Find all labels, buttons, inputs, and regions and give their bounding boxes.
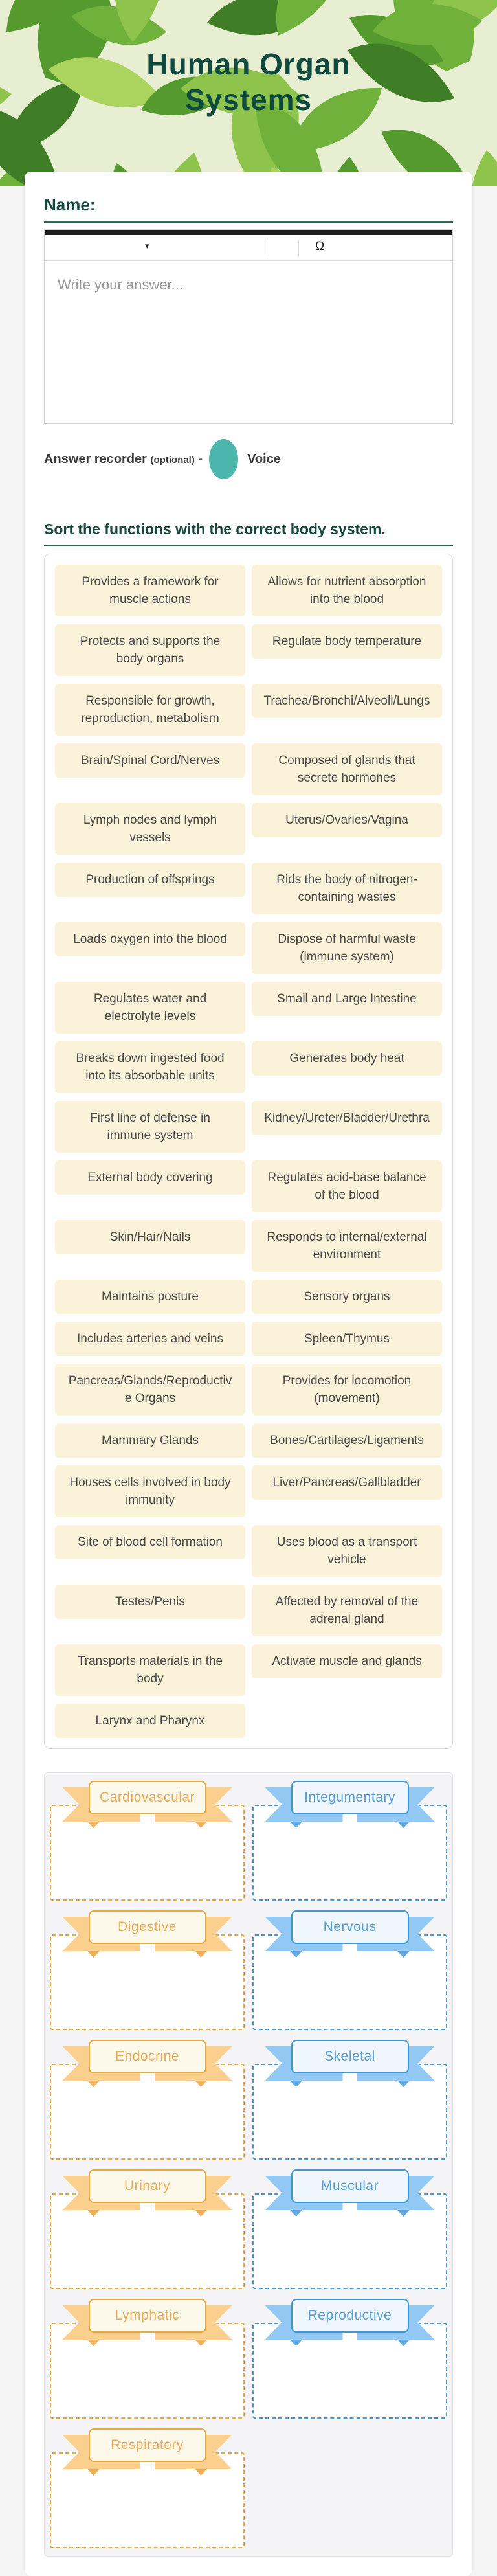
function-chip[interactable] [252,803,442,837]
function-chip[interactable] [252,863,442,914]
function-chip-label: Breaks down ingested food into its absorbable units [76,1052,225,1083]
system-label-box [89,2040,206,2073]
system-label-box [89,2299,206,2333]
system-label: Integumentary [304,1790,395,1805]
chips-grid [55,565,442,1738]
function-chip-label: Larynx and Pharynx [95,1714,205,1728]
function-chip-label: Regulates water and electrolyte levels [93,992,207,1023]
system-label-box [89,2428,206,2462]
function-chip[interactable] [252,1585,442,1636]
system-label-box [89,2169,206,2203]
function-chip[interactable] [252,982,442,1016]
name-divider [44,221,453,223]
system-label-box [291,2169,409,2203]
function-chip[interactable] [252,1322,442,1356]
worksheet-card [25,172,472,2576]
function-chip-label: Houses cells involved in body immunity [69,1476,231,1507]
function-chip-label: First line of defense in immune system [90,1111,210,1142]
system-ribbon-banner [63,1781,232,1814]
system-label-box [291,2040,409,2073]
format-dropdown-caret-icon[interactable]: ▾ [145,241,149,251]
system-label: Respiratory [111,2437,184,2452]
function-chip-label: Allows for nutrient absorption into the blood [267,575,426,606]
function-chip[interactable] [252,1220,442,1272]
system-ribbon-banner [63,2040,232,2073]
system-category-cell [252,1910,447,2030]
function-chip[interactable] [252,1364,442,1416]
function-chip-label: Transports materials in the body [77,1655,223,1686]
function-chip[interactable] [55,1465,245,1517]
system-label-box [291,1781,409,1814]
function-chip-label: Rids the body of nitrogen-containing wastes [276,873,417,904]
function-chip-label: Composed of glands that secrete hormones [278,754,415,785]
function-chip[interactable] [55,684,245,736]
function-chip-label: Uterus/Ovaries/Vagina [285,813,408,827]
function-chip[interactable] [55,1644,245,1696]
function-chip-label: Includes arteries and veins [76,1332,223,1346]
system-label: Urinary [124,2178,171,2193]
function-chip[interactable] [55,1423,245,1458]
function-chip-label: Sensory organs [304,1290,390,1304]
sort-heading: Sort the functions with the correct body system. [44,521,386,537]
function-chip-label: Skin/Hair/Nails [109,1230,191,1244]
system-label-box [291,1910,409,1944]
answer-recorder-row [44,439,453,479]
system-ribbon-banner [265,2169,435,2203]
system-label: Lymphatic [115,2308,180,2323]
function-chip-label: Loads oxygen into the blood [73,932,227,946]
system-category-cell [50,2428,245,2548]
system-label-box [89,1910,206,1944]
function-chip[interactable] [252,922,442,974]
function-chip-label: Responsible for growth, reproduction, metabolism [81,694,219,725]
system-label: Digestive [118,1919,177,1934]
function-chip-label: Dispose of harmful waste (immune system) [278,932,416,964]
function-chip-label: Responds to internal/external environment [267,1230,427,1261]
system-category-cell [50,1910,245,2030]
function-chip-label: Provides for locomotion (movement) [282,1374,412,1405]
function-chip[interactable] [55,624,245,676]
function-chip[interactable] [55,1220,245,1254]
system-label: Reproductive [307,2308,392,2323]
system-category-cell [252,1781,447,1901]
answer-input-area [45,261,452,423]
system-ribbon-banner [265,2040,435,2073]
function-chip[interactable] [55,1364,245,1416]
system-label: Cardiovascular [99,1790,195,1805]
system-label: Nervous [323,1919,377,1934]
system-category-cell [252,2169,447,2289]
function-chip[interactable] [55,1041,245,1093]
function-chips-container [44,554,453,1749]
function-chip-label: Spleen/Thymus [304,1332,390,1346]
function-chip[interactable] [55,743,245,778]
function-chip-label: External body covering [87,1171,213,1184]
function-chip[interactable] [55,922,245,956]
function-chip[interactable] [55,1704,245,1738]
answer-recorder-label: Answer recorder (optional) - [44,451,203,466]
function-chip-label: Mammary Glands [102,1434,199,1447]
function-chip[interactable] [252,565,442,616]
system-ribbon-banner [63,2169,232,2203]
editor-top-bar [45,230,452,235]
system-ribbon-banner [265,1910,435,1944]
function-chip-label: Brain/Spinal Cord/Nerves [80,754,220,767]
function-chip[interactable] [55,803,245,855]
system-category-cell [252,2299,447,2419]
function-chip[interactable] [55,1525,245,1559]
system-ribbon-banner [265,1781,435,1814]
function-chip-label: Liver/Pancreas/Gallbladder [272,1476,421,1489]
function-chip-label: Affected by removal of the adrenal gland [275,1595,419,1626]
system-category-cell [50,1781,245,1901]
function-chip[interactable] [252,624,442,659]
voice-record-button[interactable] [209,439,238,479]
function-chip-label: Site of blood cell formation [78,1535,223,1549]
function-chip[interactable] [55,863,245,897]
function-chip-label: Pancreas/Glands/Reproductive Organs [68,1374,232,1405]
function-chip-label: Lymph nodes and lymph vessels [83,813,217,844]
function-chip-label: Trachea/Bronchi/Alveoli/Lungs [263,694,430,708]
function-chip[interactable] [252,1423,442,1458]
function-chip[interactable] [252,1041,442,1076]
function-chip[interactable] [252,743,442,795]
function-chip[interactable] [252,684,442,718]
function-chip-label: Testes/Penis [115,1595,185,1609]
function-chip[interactable] [55,1585,245,1619]
function-chip-label: Activate muscle and glands [272,1655,422,1668]
page-title: Human Organ Systems [146,47,351,117]
function-chip[interactable] [252,1280,442,1314]
voice-label: Voice [247,451,281,466]
system-category-cell [252,2040,447,2160]
function-chip[interactable] [252,1644,442,1678]
function-chip-label: Regulates acid-base balance of the blood [267,1171,426,1202]
function-chip-label: Bones/Cartilages/Ligaments [270,1434,424,1447]
systems-grid [50,1781,447,2548]
answer-editor [44,229,453,424]
system-category-cell [50,2299,245,2419]
function-chip[interactable] [55,982,245,1034]
sort-divider [44,545,453,546]
system-ribbon-banner [265,2299,435,2333]
function-chip-label: Uses blood as a transport vehicle [276,1535,417,1566]
function-chip[interactable] [55,1160,245,1195]
system-label: Endocrine [115,2049,180,2064]
system-label: Muscular [320,2178,379,2193]
system-label-box [89,1781,206,1814]
function-chip-label: Generates body heat [289,1052,404,1065]
function-chip-label: Regulate body temperature [272,635,422,648]
function-chip[interactable] [55,1280,245,1314]
function-chip[interactable] [55,1322,245,1356]
toolbar-divider [298,240,299,256]
function-chip-label: Small and Large Intestine [277,992,417,1006]
system-ribbon-banner [63,2428,232,2462]
system-ribbon-banner [63,2299,232,2333]
system-ribbon-banner [63,1910,232,1944]
answer-textarea[interactable] [45,261,452,423]
function-chip[interactable] [252,1160,442,1212]
function-chip[interactable] [55,1101,245,1153]
function-chip-label: Protects and supports the body organs [80,635,221,666]
function-chip[interactable] [55,565,245,616]
body-systems-container [44,1772,453,2557]
function-chip-label: Production of offsprings [85,873,215,887]
system-category-cell [50,2169,245,2289]
editor-toolbar [45,235,452,261]
function-chip[interactable] [252,1525,442,1577]
function-chip-label: Kidney/Ureter/Bladder/Urethra [264,1111,430,1125]
system-label-box [291,2299,409,2333]
function-chip[interactable] [252,1465,442,1500]
function-chip-label: Provides a framework for muscle actions [82,575,219,606]
function-chip[interactable] [252,1101,442,1135]
special-characters-button[interactable]: Ω [315,240,325,253]
system-category-cell [50,2040,245,2160]
name-label: Name: [44,195,96,214]
system-label: Skeletal [324,2049,375,2064]
function-chip-label: Maintains posture [102,1290,199,1304]
header-banner [0,0,497,186]
